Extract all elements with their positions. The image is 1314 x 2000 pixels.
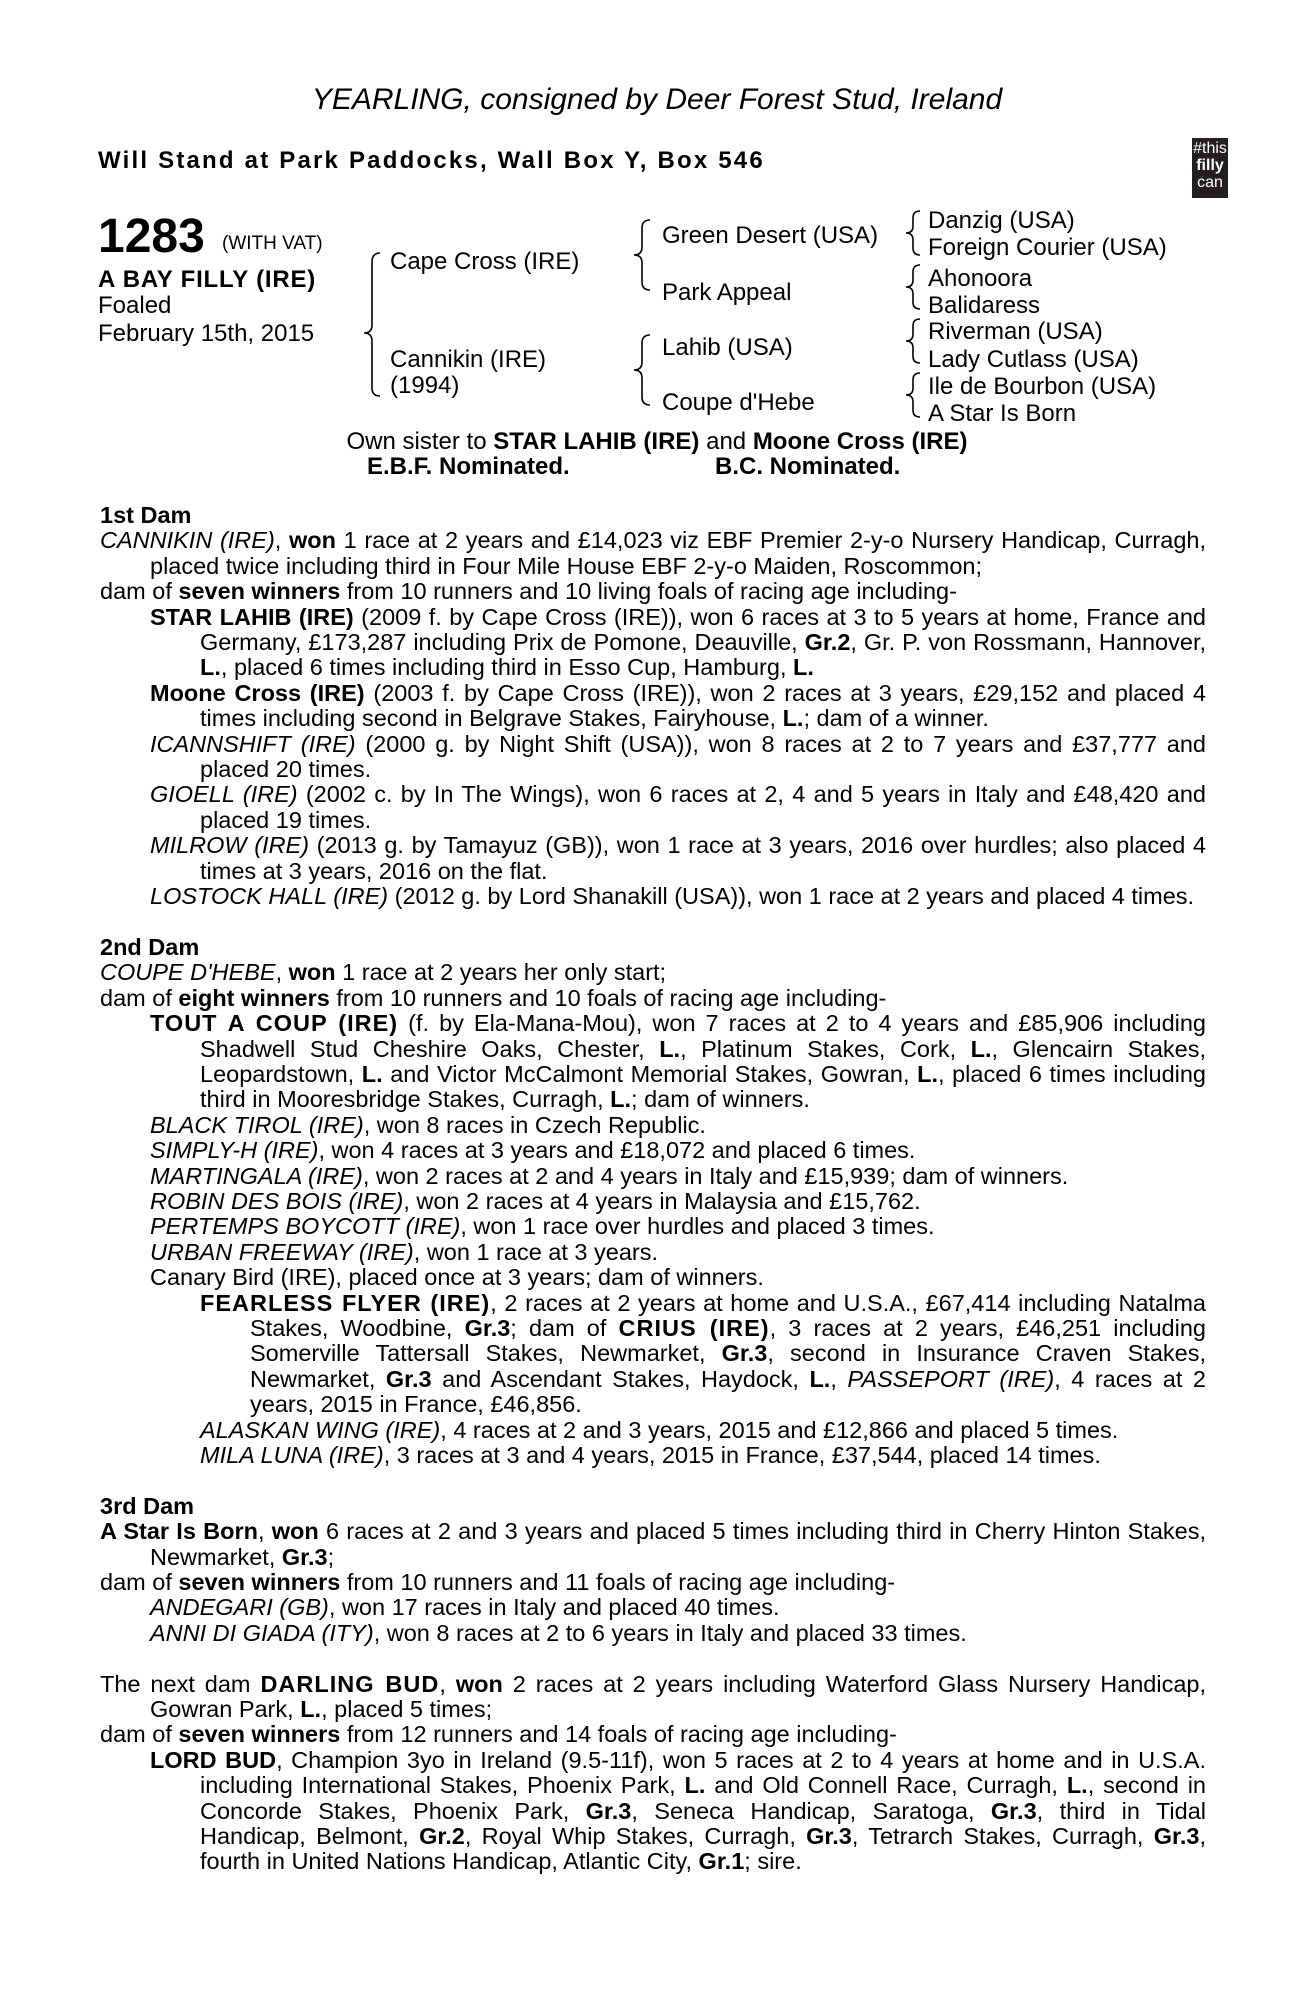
text-run: (2013 g. by Tamayuz (GB)), won 1 race at 3 years, 2016 over hurdles; also placed 4 times at 3 years, 2016 on the flat. <box>200 832 1206 884</box>
text-run: , Seneca Handicap, Saratoga, <box>631 1797 991 1824</box>
text-run: (2000 g. by Night Shift (USA)), won 8 races at 2 to 7 years and £37,777 and placed 20 times. <box>200 730 1206 783</box>
text-run: , won 1 race over hurdles and placed 3 times. <box>460 1213 935 1240</box>
text-run: Gr.3 <box>806 1823 852 1850</box>
pedigree-ggd-1: Foreign Courier (USA) <box>928 234 1167 261</box>
text-run: , 3 races at 2 years, £46,251 including Somerville Tattersall Stakes, Newmarket, <box>250 1314 1206 1367</box>
second-dam-progeny <box>100 1011 1206 1290</box>
produce-entry <box>100 833 1206 884</box>
text-run: seven winners <box>178 1721 341 1748</box>
second-dam-intro <box>100 960 1206 985</box>
text-run: , Glencairn Stakes, Leopardstown, <box>200 1035 1206 1087</box>
text-run: Gr.3 <box>990 1797 1037 1824</box>
text-run: ANNI DI GIADA (ITY) <box>150 1619 374 1646</box>
text-run: , 3 races at 3 and 4 years, 2015 in France, £37,544, placed 14 times. <box>383 1442 1101 1469</box>
text-run: L. <box>610 1086 632 1113</box>
text-run: , fourth in United Nations Handicap, Atlantic City, <box>200 1823 1206 1875</box>
text-run: from 12 runners and 14 foals of racing age including- <box>340 1721 897 1748</box>
stand-location: Will Stand at Park Paddocks, Wall Box Y, Box 546 <box>98 147 765 174</box>
pedigree-ggd-3: Lady Cutlass (USA) <box>928 346 1139 373</box>
text-run: , Platinum Stakes, Cork, <box>680 1035 971 1062</box>
produce-entry <box>100 605 1206 681</box>
text-run: FEARLESS FLYER (IRE) <box>200 1289 491 1316</box>
text-run: STAR LAHIB (IRE) <box>150 603 354 630</box>
text-run: (2002 c. by In The Wings), won 6 races at 2, 4 and 5 years in Italy and £48,420 and placed 19 times. <box>200 781 1206 833</box>
text-run: dam of <box>100 984 179 1011</box>
text-run: L. <box>1066 1772 1088 1799</box>
text-run: L. <box>782 705 804 732</box>
pedigree-ggs-3: Riverman (USA) <box>928 318 1103 345</box>
text-run: Gr.3 <box>464 1314 511 1341</box>
third-dam-heading: 3rd Dam <box>100 1492 195 1519</box>
text-run: ANDEGARI (GB) <box>150 1594 329 1621</box>
text-run: Gr.3 <box>1153 1823 1200 1850</box>
vat-note: (WITH VAT) <box>222 233 323 254</box>
pedigree-dam-year: (1994) <box>390 372 460 399</box>
text-run: , <box>439 1670 456 1697</box>
text-run: , 2 races at 2 years at home and U.S.A., £67,414 including Natalma Stakes, Woodbine, <box>250 1289 1206 1341</box>
text-run: dam of <box>100 578 179 605</box>
text-run: , 4 races at 2 and 3 years, 2015 and £12,866 and placed 5 times. <box>440 1416 1119 1443</box>
text-run: L. <box>300 1696 322 1723</box>
produce-entry <box>100 732 1206 783</box>
first-dam-heading: 1st Dam <box>100 502 192 528</box>
text-run: won <box>288 959 336 986</box>
produce-entry <box>100 1113 1206 1138</box>
text-run: seven winners <box>178 1569 341 1596</box>
text-run: , second in Insurance Craven Stakes, Newmarket, <box>250 1340 1207 1392</box>
text-run: COUPE D'HEBE <box>100 959 276 986</box>
produce-entry <box>100 1265 1206 1290</box>
consignor-line: YEARLING, consigned by Deer Forest Stud, Ireland <box>311 83 1003 116</box>
text-run: MARTINGALA (IRE) <box>150 1162 363 1189</box>
text-run: 1 race at 2 years and £14,023 viz EBF Premier 2-y-o Nursery Handicap, Curragh, placed twice including third in Four Mile House EBF 2-y-o Maiden, Roscommon; <box>150 527 1206 579</box>
badge-line-1: #this <box>1193 140 1227 157</box>
ebf-nominated: E.B.F. Nominated. <box>367 453 570 480</box>
produce-entry <box>100 681 1206 732</box>
text-run: L. <box>917 1060 938 1087</box>
text-run: L. <box>809 1365 831 1392</box>
brace-coupe-dhebe <box>906 373 920 417</box>
text-run: L. <box>793 654 814 681</box>
own-sister-note <box>0 428 1314 456</box>
produce-entry <box>100 1011 1206 1113</box>
pedigree-sire: Cape Cross (IRE) <box>390 248 580 275</box>
text-run: , <box>257 1518 272 1545</box>
lot-title: A BAY FILLY (IRE) <box>98 266 317 293</box>
text-run: , <box>830 1365 848 1392</box>
text-run: ICANNSHIFT (IRE) <box>150 730 356 757</box>
text-run: , won 8 races at 2 to 6 years in Italy and placed 33 times. <box>373 1619 967 1646</box>
brace-generation-1 <box>364 253 380 396</box>
pedigree-dam-dam: Coupe d'Hebe <box>662 389 815 416</box>
text-run: The next dam <box>100 1670 261 1697</box>
pedigree-ggs-1: Danzig (USA) <box>928 207 1075 234</box>
text-run: ROBIN DES BOIS (IRE) <box>150 1187 404 1214</box>
text-run: Gr.3 <box>281 1543 328 1570</box>
text-run: and Victor McCalmont Memorial Stakes, Gowran, <box>382 1060 918 1087</box>
text-run: and Ascendant Stakes, Haydock, <box>431 1365 810 1392</box>
text-run: from 10 runners and 10 living foals of racing age including- <box>340 578 957 605</box>
text-run: LOSTOCK HALL (IRE) <box>150 883 389 910</box>
text-run: , won 4 races at 3 years and £18,072 and placed 6 times. <box>318 1137 916 1164</box>
text-run: , Gr. P. von Rossmann, Hannover, <box>850 629 1207 656</box>
produce-entry <box>100 1748 1206 1875</box>
sister-and: and <box>699 428 753 455</box>
text-run: 6 races at 2 and 3 years and placed 5 times including third in Cherry Hinton Stakes, Newmarket, <box>150 1518 1207 1570</box>
text-run: Canary Bird (IRE), placed once at 3 years; dam of winners. <box>150 1264 764 1291</box>
foaled-date: February 15th, 2015 <box>98 320 315 347</box>
text-run: , placed 6 times including third in Mooresbridge Stakes, Curragh, <box>200 1060 1207 1113</box>
pedigree-sire-sire: Green Desert (USA) <box>662 222 879 249</box>
lot-number: 1283 <box>98 210 205 263</box>
text-run: , placed 5 times; <box>321 1696 493 1723</box>
text-run: TOUT A COUP (IRE) <box>150 1010 399 1037</box>
text-run: Gr.1 <box>698 1848 745 1875</box>
produce-entry <box>100 1291 1206 1418</box>
text-run: MILROW (IRE) <box>150 832 310 859</box>
produce-entry <box>100 1595 1206 1620</box>
text-run: ; dam of a winner. <box>803 705 989 732</box>
text-run: , won 8 races in Czech Republic. <box>363 1111 706 1138</box>
badge-line-2: filly <box>1196 157 1224 174</box>
text-run: won <box>271 1518 319 1545</box>
text-run: (f. by Ela-Mana-Mou), won 7 races at 2 to 4 years and £85,906 including Shadwell Stud Cheshire Oaks, Chester, <box>200 1010 1206 1062</box>
text-run: , Tetrarch Stakes, Curragh, <box>851 1823 1154 1850</box>
text-run: SIMPLY-H (IRE) <box>150 1137 319 1164</box>
sister-moone-cross: Moone Cross (IRE) <box>752 428 968 455</box>
text-run: URBAN FREEWAY (IRE) <box>150 1238 414 1265</box>
text-run: from 10 runners and 10 foals of racing age including- <box>329 984 887 1011</box>
text-run: (2003 f. by Cape Cross (IRE)), won 2 races at 3 years, £29,152 and placed 4 times including second in Belgrave Stakes, Fairyhouse, <box>200 679 1206 732</box>
produce-entry <box>100 1240 1206 1265</box>
text-run: L. <box>200 654 221 681</box>
text-run: ALASKAN WING (IRE) <box>200 1416 441 1443</box>
text-run: , <box>275 959 289 986</box>
brace-sire-side <box>634 220 650 290</box>
dam-line-body <box>100 503 1206 1875</box>
text-run: , won 2 races at 4 years in Malaysia and £15,762. <box>403 1187 921 1214</box>
text-run: , Champion 3yo in Ireland (9.5-11f), won 5 races at 2 to 4 years at home and in U.S.A. including International Stakes, Phoenix Park, <box>200 1746 1206 1799</box>
text-run: Moone Cross (IRE) <box>150 679 365 706</box>
text-run: , won 17 races in Italy and placed 40 times. <box>328 1594 780 1621</box>
text-run: Gr.2 <box>804 629 851 656</box>
first-dam-dam-of <box>100 579 1206 604</box>
text-run: , won 2 races at 2 and 4 years in Italy and £15,939; dam of winners. <box>362 1162 1069 1189</box>
brace-park-appeal <box>906 265 920 309</box>
text-run: , third in Tidal Handicap, Belmont, <box>200 1797 1207 1850</box>
third-dam-dam-of <box>100 1570 1206 1595</box>
text-run: , 4 races at 2 years, 2015 in France, £46,856. <box>250 1365 1206 1418</box>
brace-lahib <box>906 319 920 363</box>
next-dam-progeny <box>100 1748 1206 1875</box>
text-run: , <box>274 527 289 554</box>
text-run: dam of <box>100 1721 179 1748</box>
text-run: CANNIKIN (IRE) <box>100 527 275 554</box>
brace-dam-side <box>634 335 650 405</box>
produce-entry <box>100 884 1206 909</box>
produce-entry <box>100 1164 1206 1189</box>
produce-entry <box>100 1418 1206 1443</box>
third-dam-intro <box>100 1519 1206 1570</box>
text-run: L. <box>970 1035 992 1062</box>
text-run: ; dam of <box>510 1314 619 1341</box>
text-run: Gr.2 <box>419 1823 465 1850</box>
next-dam-dam-of <box>100 1722 1206 1747</box>
text-run: PASSEPORT (IRE) <box>847 1365 1055 1392</box>
produce-entry <box>100 1214 1206 1239</box>
brace-green-desert <box>906 211 920 255</box>
produce-entry <box>100 782 1206 833</box>
produce-entry <box>100 1443 1206 1468</box>
first-dam-intro <box>100 528 1206 579</box>
text-run: and Old Connell Race, Curragh, <box>705 1772 1067 1799</box>
pedigree-ggd-2: Balidaress <box>928 292 1041 319</box>
pedigree-sire-dam: Park Appeal <box>662 279 792 306</box>
text-run: seven winners <box>178 578 341 605</box>
pedigree-ggd-4: A Star Is Born <box>928 400 1077 427</box>
third-dam-progeny <box>100 1595 1206 1646</box>
text-run: ; dam of winners. <box>631 1086 810 1113</box>
text-run: 2 races at 2 years including Waterford Glass Nursery Handicap, Gowran Park, <box>150 1670 1207 1723</box>
text-run: Gr.3 <box>385 1365 432 1392</box>
text-run: Gr.3 <box>585 1797 632 1824</box>
second-dam-heading: 2nd Dam <box>100 933 200 960</box>
produce-entry <box>100 1138 1206 1163</box>
text-run: ; sire. <box>744 1848 802 1875</box>
text-run: from 10 runners and 11 foals of racing age including- <box>340 1569 896 1596</box>
text-run: 1 race at 2 years her only start; <box>335 959 667 986</box>
foaled-label: Foaled <box>98 292 172 319</box>
text-run: BLACK TIROL (IRE) <box>150 1111 364 1138</box>
sister-star-lahib: STAR LAHIB (IRE) <box>493 428 700 455</box>
first-dam-progeny <box>100 605 1206 910</box>
text-run: (2009 f. by Cape Cross (IRE)), won 6 races at 3 to 5 years at home, France and Germany, £173,287 including Prix de Pomone, Deauville, <box>200 603 1206 656</box>
text-run: , placed 6 times including third in Esso Cup, Hamburg, <box>220 654 794 681</box>
text-run: , second in Concorde Stakes, Phoenix Park, <box>200 1772 1207 1824</box>
second-dam-grand-progeny <box>100 1291 1206 1469</box>
produce-entry <box>100 1189 1206 1214</box>
produce-entry <box>100 1621 1206 1646</box>
pedigree-ggs-2: Ahonoora <box>928 265 1033 292</box>
text-run: , Royal Whip Stakes, Curragh, <box>464 1823 807 1850</box>
badge-line-3: can <box>1197 174 1223 191</box>
text-run: , won 1 race at 3 years. <box>413 1238 659 1265</box>
text-run: GIOELL (IRE) <box>150 781 298 808</box>
text-run: won <box>455 1670 503 1697</box>
pedigree-dam-sire: Lahib (USA) <box>662 334 793 361</box>
text-run: PERTEMPS BOYCOTT (IRE) <box>150 1213 461 1240</box>
text-run: won <box>288 527 336 554</box>
text-run: L. <box>659 1035 681 1062</box>
next-dam-intro <box>100 1672 1206 1723</box>
pedigree-dam: Cannikin (IRE) <box>390 346 547 373</box>
text-run: eight winners <box>178 984 330 1011</box>
sister-prefix: Own sister to <box>346 428 494 455</box>
text-run: LORD BUD <box>150 1746 277 1773</box>
text-run: dam of <box>100 1569 179 1596</box>
text-run: A Star Is Born <box>100 1518 258 1545</box>
pedigree-ggs-4: Ile de Bourbon (USA) <box>928 373 1157 400</box>
text-run: DARLING BUD <box>260 1670 440 1697</box>
text-run: CRIUS (IRE) <box>618 1314 770 1341</box>
second-dam-dam-of <box>100 986 1206 1011</box>
text-run: ; <box>327 1543 335 1570</box>
text-run: Gr.3 <box>721 1340 768 1367</box>
bc-nominated: B.C. Nominated. <box>715 453 901 480</box>
text-run: (2012 g. by Lord Shanakill (USA)), won 1 race at 2 years and placed 4 times. <box>388 883 1195 910</box>
text-run: MILA LUNA (IRE) <box>200 1442 384 1469</box>
text-run: L. <box>361 1060 383 1087</box>
text-run: L. <box>684 1772 706 1799</box>
